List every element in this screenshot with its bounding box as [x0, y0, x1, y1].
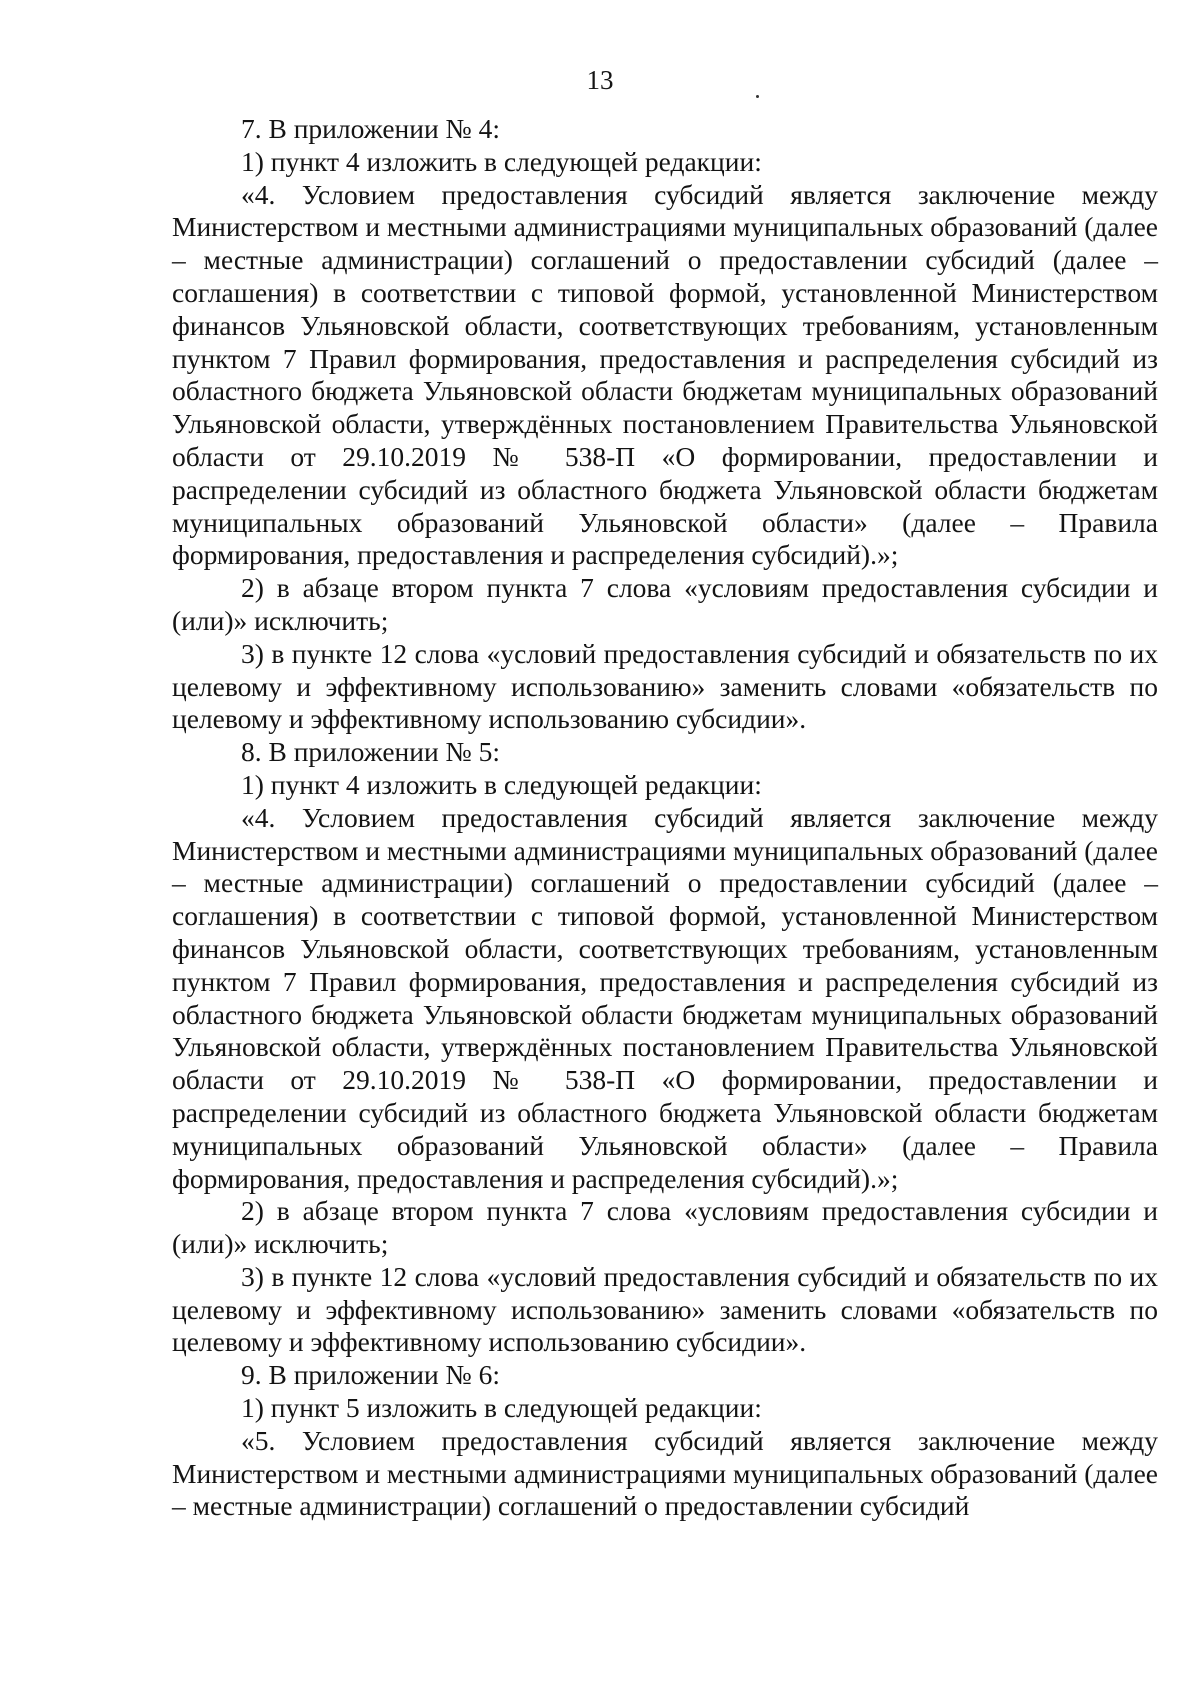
list-item-7-3: 3) в пункте 12 слова «условий предоставления субсидий и обязательств по их целевому и эффективному использованию» заменить словами «обязательств по целевому и эффективному использованию субсидии». — [172, 637, 1158, 735]
list-item-7-1: 1) пункт 4 изложить в следующей редакции: — [241, 145, 762, 177]
list-item-8-3: 3) в пункте 12 слова «условий предоставления субсидий и обязательств по их целевому и эффективному использованию» заменить словами «обязательств по целевому и эффективному использованию субсидии». — [172, 1260, 1158, 1358]
list-item-8-1: 1) пункт 4 изложить в следующей редакции: — [241, 768, 762, 800]
document-body — [172, 113, 1158, 1523]
quoted-clause-9-5: «5. Условием предоставления субсидий является заключение между Министерством и местными администрациями муниципальных образований (далее – местные администрации) соглашений о предоставлении субсидий — [172, 1424, 1158, 1522]
section-heading-7: 7. В приложении № 4: — [241, 113, 501, 144]
scan-speck — [756, 95, 759, 98]
section-heading-9: 9. В приложении № 6: — [241, 1359, 501, 1391]
quoted-clause-8-4: «4. Условием предоставления субсидий является заключение между Министерством и местными администрациями муниципальных образований (далее – местные администрации) соглашений о предоставлении субсидий (далее – соглашения) в соответствии с типовой формой, установленной Министерством финансов Ульяновской области, соответствующих требованиям, установленным пунктом 7 Правил формирования, предоставления и распределения субсидий из областного бюджета Ульяновской области бюджетам муниципальных образований Ульяновской области, утверждённых постановлением Правительства Ульяновской области от 29.10.2019 № 538-П «О формировании, предоставлении и распределении субсидий из областного бюджета Ульяновской области бюджетам муниципальных образований Ульяновской области» (далее – Правила формирования, предоставления и распределения субсидий).»; — [172, 801, 1158, 1194]
page-number: 13 — [586, 65, 614, 95]
list-item-8-2: 2) в абзаце втором пункта 7 слова «условиям предоставления субсидии и (или)» исключить; — [172, 1195, 1158, 1260]
quoted-clause-7-4: «4. Условием предоставления субсидий является заключение между Министерством и местными администрациями муниципальных образований (далее – местные администрации) соглашений о предоставлении субсидий (далее – соглашения) в соответствии с типовой формой, установленной Министерством финансов Ульяновской области, соответствующих требованиям, установленным пунктом 7 Правил формирования, предоставления и распределения субсидий из областного бюджета Ульяновской области бюджетам муниципальных образований Ульяновской области, утверждённых постановлением Правительства Ульяновской области от 29.10.2019 № 538-П «О формировании, предоставлении и распределении субсидий из областного бюджета Ульяновской области бюджетам муниципальных образований Ульяновской области» (далее – Правила формирования, предоставления и распределения субсидий).»; — [172, 178, 1158, 571]
list-item-9-1: 1) пункт 5 изложить в следующей редакции: — [241, 1392, 762, 1424]
section-heading-8: 8. В приложении № 5: — [241, 736, 501, 768]
list-item-7-2: 2) в абзаце втором пункта 7 слова «условиям предоставления субсидии и (или)» исключить; — [172, 572, 1158, 636]
